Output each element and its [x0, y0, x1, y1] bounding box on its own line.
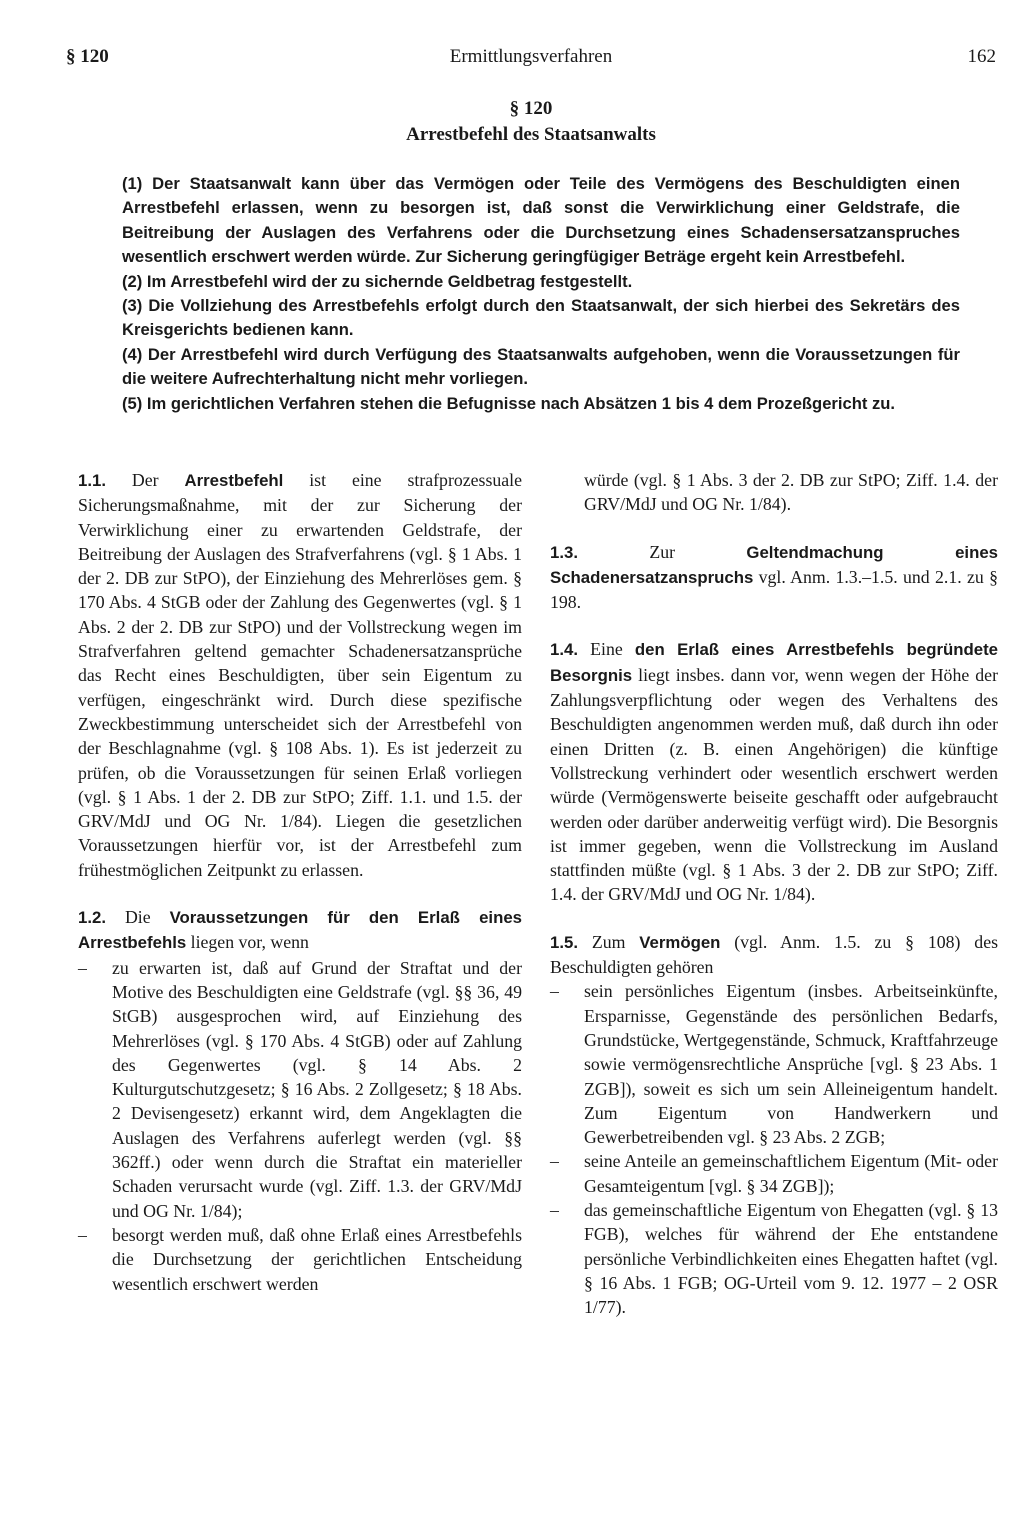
note-1-2 [78, 905, 522, 956]
note-number: 1.5. [550, 932, 578, 952]
statute-paragraph-3: (3) Die Vollziehung des Arrestbefehls erfolgt durch den Staatsanwalt, der sich hierbei des Sekretärs des Kreisgerichts bedienen kann. [122, 296, 960, 340]
continuation-text: würde (vgl. § 1 Abs. 3 der 2. DB zur StPO; Ziff. 1.4. der GRV/MdJ und OG Nr. 1/84). [584, 470, 998, 515]
note-prefix: Die [106, 907, 170, 928]
statute-paragraph-5: (5) Im gerichtlichen Verfahren stehen die Befugnisse nach Absätzen 1 bis 4 dem Prozeßgericht zu. [122, 393, 896, 413]
note-number: 1.3. [550, 542, 578, 562]
note-term: Voraussetzungen für den Erlaß eines Arrestbefehls [78, 908, 522, 953]
note-text: liegt insbes. dann vor, wenn wegen der Höhe der Zahlungsverpflichtung oder wegen des Verhaltens des Beschuldigten angenommen werden muß, daß durch ihn oder einen Dritten (z. B. einen Angehörigen) die künftige Vollstreckung verhindert oder wesentlich erschwert werden würde (Vermögenswerte beiseite geschafft oder aufgebraucht werden oder darüber anderweitig verfügt wird). Die Besorgnis ist immer gegeben, wenn die Vollstreckung im Ausland stattfinden müßte (vgl. § 1 Abs. 3 der 2. DB zur StPO; Ziff. 1.4. der GRV/MdJ und OG Nr. 1/84). [550, 664, 998, 905]
list-item: – das gemeinschaftliche Eigentum von Ehegatten (vgl. § 13 FGB), welches für während der Ehe entstandene persönliche Verbindlichkeiten eines Ehegatten haftet (vgl. § 16 Abs. 1 FGB; OG-Urteil vom 9. 12. 1977 – 2 OSR 1/77). [550, 1198, 998, 1319]
commentary-right-column [550, 468, 998, 1343]
note-prefix: Eine [578, 639, 635, 660]
note-1-4 [550, 637, 998, 906]
note-text: liegen vor, wenn [186, 932, 309, 953]
statute-paragraph-1: (1) Der Staatsanwalt kann über das Vermögen oder Teile des Vermögens des Beschuldigten einen Arrestbefehl erlassen, wenn zu besorgen ist, daß sonst die Verwirklichung einer Geldstrafe, die Beitreibung der Auslagen des Verfahrens oder die Durchsetzung eines Schadensersatzanspruches wesentlich erschwert werden würde. Zur Sicherung geringfügiger Beträge ergeht kein Arrestbefehl. [122, 174, 960, 267]
list-item: – zu erwarten ist, daß auf Grund der Straftat und der Motive des Beschuldigten eine Geldstrafe (vgl. §§ 36, 49 StGB) ausgesprochen wird, auf Einziehung des Mehrerlöses (vgl. § 170 Abs. 4 StGB) oder auf Zahlung des Gegenwertes (vgl. § 14 Abs. 2 Kulturgutschutzgesetz; § 16 Abs. 2 Zollgesetz; § 18 Abs. 2 Devisengesetz) erkannt wird, dem Angeklagten die Auslagen des Verfahrens auferlegt werden (vgl. §§ 362ff.) oder wenn durch die Straftat ein materieller Schaden verursacht wurde (vgl. Ziff. 1.3. der GRV/MdJ und OG Nr. 1/84); [78, 956, 522, 1223]
note-text: vgl. Anm. 1.3.–1.5. und 2.1. zu § 198. [550, 566, 998, 613]
note-1-5-list [550, 979, 998, 1319]
note-prefix: Der [106, 470, 185, 490]
note-prefix: Zum [578, 931, 640, 952]
statute-text [122, 172, 960, 416]
note-1-5 [550, 930, 998, 980]
header-title: Ermittlungsverfahren [449, 46, 613, 67]
note-number: 1.1. [78, 471, 106, 490]
statute-paragraph-4: (4) Der Arrestbefehl wird durch Verfügung des Staatsanwalts aufgehoben, wenn die Voraussetzungen für die weitere Aufrechterhaltung nicht mehr vorliegen. [122, 344, 960, 389]
statute-heading [66, 96, 996, 148]
note-prefix: Zur [578, 541, 747, 562]
note-text: (vgl. Anm. 1.5. zu § 108) des Beschuldigten gehören [550, 931, 999, 978]
header-section: § 120 [66, 46, 109, 67]
list-item: – sein persönliches Eigentum (insbes. Arbeitseinkünfte, Ersparnisse, Gegenstände des persönlichen Bedarfs, Grundstücke, Wertgegenstände, Schmuck, Kraftfahrzeuge sowie vermögensrechtliche Ansprüche [vgl. § 23 Abs. 1 ZGB]), soweit es sich um sein Alleineigentum handelt. Zum Eigentum von Handwerkern und Gewerbetreibenden vgl. § 23 Abs. 2 ZGB; [550, 979, 998, 1149]
note-term: Vermögen [639, 932, 721, 952]
note-term: Geltendmachung eines Schadenersatzanspruchs [550, 542, 998, 587]
note-1-2-list [78, 956, 522, 1296]
commentary-left-column [78, 468, 522, 1319]
note-number: 1.2. [78, 908, 106, 928]
note-1-3 [550, 540, 998, 615]
note-term: den Erlaß eines Arrestbefehls begründete Besorgnis [550, 640, 998, 685]
statute-paragraph-2: (2) Im Arrestbefehl wird der zu sichernde Geldbetrag festgestellt. [122, 271, 633, 291]
statute-section: § 120 [509, 98, 553, 119]
note-term: Arrestbefehl [184, 471, 284, 490]
page-header [66, 46, 996, 76]
note-text: ist eine strafprozessuale Sicherungsmaßnahme, mit der zur Sicherung der Verwirklichung einer zu erwartenden Geldstrafe, der Beitreibung der Auslagen des Strafverfahrens (vgl. § 1 Abs. 1 der 2. DB zur StPO), der Einziehung des Mehrerlöses gem. § 170 Abs. 4 StGB oder der Zahlung des Gegenwertes (vgl. § 1 Abs. 2 der 2. DB zur StPO) und der Vollstreckung wegen im Strafverfahren geltend gemachter Schadenersatzansprüche das Recht eines Beschuldigten, über sein Eigentum zu verfügen, eingeschränkt wird. Durch diese spezifische Zweckbestimmung unterscheidet sich der Arrestbefehl von der Beschlagnahme (vgl. § 108 Abs. 1). Es ist jederzeit zu prüfen, ob die Voraussetzungen für seinen Erlaß vorliegen (vgl. § 1 Abs. 1 der 2. DB zur StPO; Ziff. 1.1. und 1.5. der GRV/MdJ und OG Nr. 1/84). Liegen die gesetzlichen Voraussetzungen hierfür vor, ist der Arrestbefehl zum frühestmöglichen Zeitpunkt zu erlassen. [78, 470, 522, 880]
note-number: 1.4. [550, 640, 578, 660]
list-item: – besorgt werden muß, daß ohne Erlaß eines Arrestbefehls die Durchsetzung der gerichtlichen Entscheidung wesentlich erschwert werden [78, 1223, 522, 1296]
note-1-1 [78, 468, 522, 882]
statute-title: Arrestbefehl des Staatsanwalts [406, 124, 656, 145]
page-number: 162 [967, 46, 996, 67]
list-item: – seine Anteile an gemeinschaftlichem Eigentum (Mit- oder Gesamteigentum [vgl. § 34 ZGB]); [550, 1149, 998, 1198]
